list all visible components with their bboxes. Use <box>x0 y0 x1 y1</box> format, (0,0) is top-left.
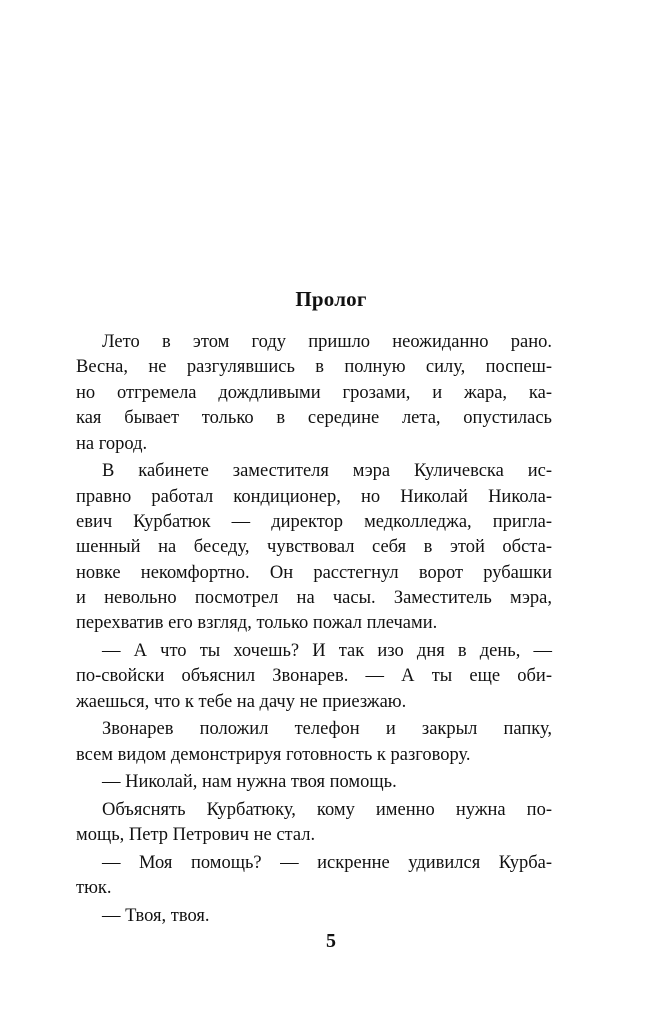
text-line: жаешься, что к тебе на дачу не приезжаю. <box>76 691 407 712</box>
text-line: всем видом демонстрируя готовность к разговору. <box>76 744 471 765</box>
text-line: В кабинете заместителя мэра Куличевска ис- <box>102 461 552 482</box>
text-line: на город. <box>76 433 148 454</box>
text-line: правно работал кондиционер, но Николай Никола- <box>76 486 552 507</box>
text-line: — Николай, нам нужна твоя помощь. <box>102 772 397 793</box>
paragraph <box>76 798 552 849</box>
paragraph <box>76 459 552 637</box>
paragraph <box>76 330 552 457</box>
text-line: шенный на беседу, чувствовал себя в этой обста- <box>76 537 552 558</box>
paragraph <box>76 770 552 795</box>
text-line: по-свойски объяснил Звонарев. — А ты еще оби- <box>76 666 552 687</box>
text-line: мощь, Петр Петрович не стал. <box>76 825 316 846</box>
body-text <box>76 330 552 929</box>
text-line: но отгремела дождливыми грозами, и жара, ка- <box>76 382 552 403</box>
text-line: Лето в этом году пришло неожиданно рано. <box>102 332 552 352</box>
text-line: кая бывает только в середине лета, опустилась <box>76 408 552 429</box>
text-line: перехватив его взгляд, только пожал плечами. <box>76 613 438 634</box>
text-line: Звонарев положил телефон и закрыл папку, <box>102 719 552 740</box>
text-line: и невольно посмотрел на часы. Заместитель мэра, <box>76 588 552 609</box>
paragraph <box>76 851 552 902</box>
paragraph <box>76 639 552 715</box>
paragraph <box>76 717 552 768</box>
text-line: тюк. <box>76 878 112 899</box>
text-line: — А что ты хочешь? И так изо дня в день, — <box>102 641 552 662</box>
text-line: Весна, не разгулявшись в полную силу, поспеш- <box>76 357 552 378</box>
text-line: евич Курбатюк — директор медколледжа, пригла- <box>76 511 552 532</box>
chapter-title: Пролог <box>295 287 367 311</box>
paragraph <box>76 904 552 929</box>
text-line: — Твоя, твоя. <box>102 905 210 926</box>
text-line: новке некомфортно. Он расстегнул ворот рубашки <box>76 562 552 583</box>
page-number: 5 <box>326 930 336 952</box>
text-line: Объяснять Курбатюку, кому именно нужна по- <box>102 799 552 820</box>
text-line: — Моя помощь? — искренне удивился Курба- <box>102 852 552 873</box>
